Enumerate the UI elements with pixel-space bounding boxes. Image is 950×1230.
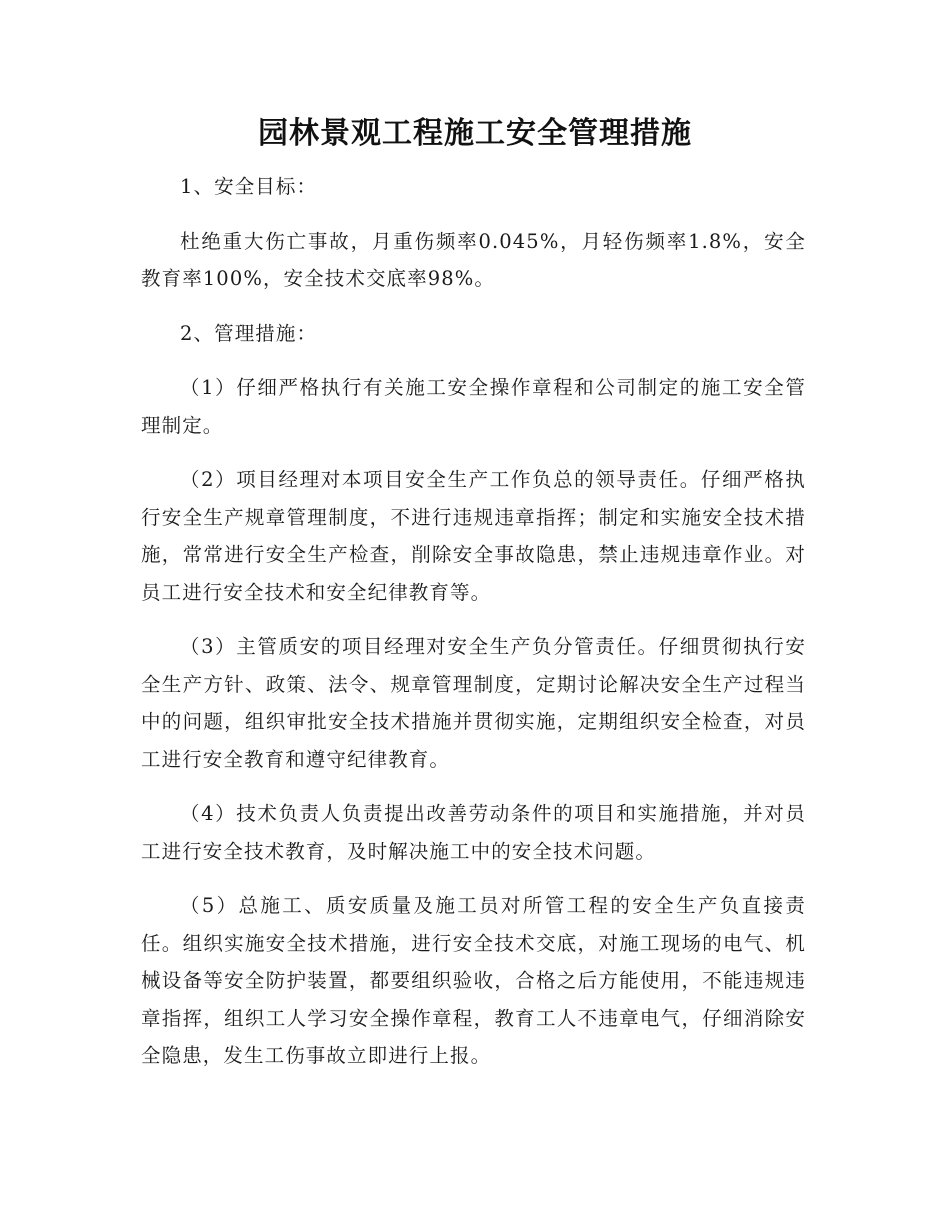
paragraph-safety-goal: 杜绝重大伤亡事故，月重伤频率0.045%，月轻伤频率1.8%，安全教育率100%，安全技术交底率98%。 [141,229,806,290]
section-heading-safety-goal: 1、安全目标： [180,175,318,198]
document-title: 园林景观工程施工安全管理措施 [258,116,692,151]
paragraph-measure-1: （1）仔细严格执行有关施工安全操作章程和公司制定的施工安全管理制定。 [141,376,806,437]
section-heading-management-measures: 2、管理措施： [180,321,318,345]
paragraph-measure-2: （2）项目经理对本项目安全生产工作负总的领导责任。仔细严格执行安全生产规章管理制度，不进行违规违章指挥；制定和实施安全技术措施，常常进行安全生产检查，削除安全事故隐患，禁止违规违章作业。对员工进行安全技术和安全纪律教育等。 [141,468,806,604]
document-body [141,168,806,1092]
paragraph-measure-5: （5）总施工、质安质量及施工员对所管工程的安全生产负直接责任。组织实施安全技术措施，进行安全技术交底，对施工现场的电气、机械设备等安全防护装置，都要组织验收，合格之后方能使用，不能违规违章指挥，组织工人学习安全操作章程，教育工人不违章电气，仔细消除安全隐患，发生工伤事故立即进行上报。 [141,894,806,1067]
paragraph-measure-3: （3）主管质安的项目经理对安全生产负分管责任。仔细贯彻执行安全生产方针、政策、法令、规章管理制度，定期讨论解决安全生产过程当中的问题，组织审批安全技术措施并贯彻实施，定期组织安全检查，对员工进行安全教育和遵守纪律教育。 [141,635,806,771]
paragraph-measure-4: （4）技术负责人负责提出改善劳动条件的项目和实施措施，并对员工进行安全技术教育，及时解决施工中的安全技术问题。 [141,802,806,863]
